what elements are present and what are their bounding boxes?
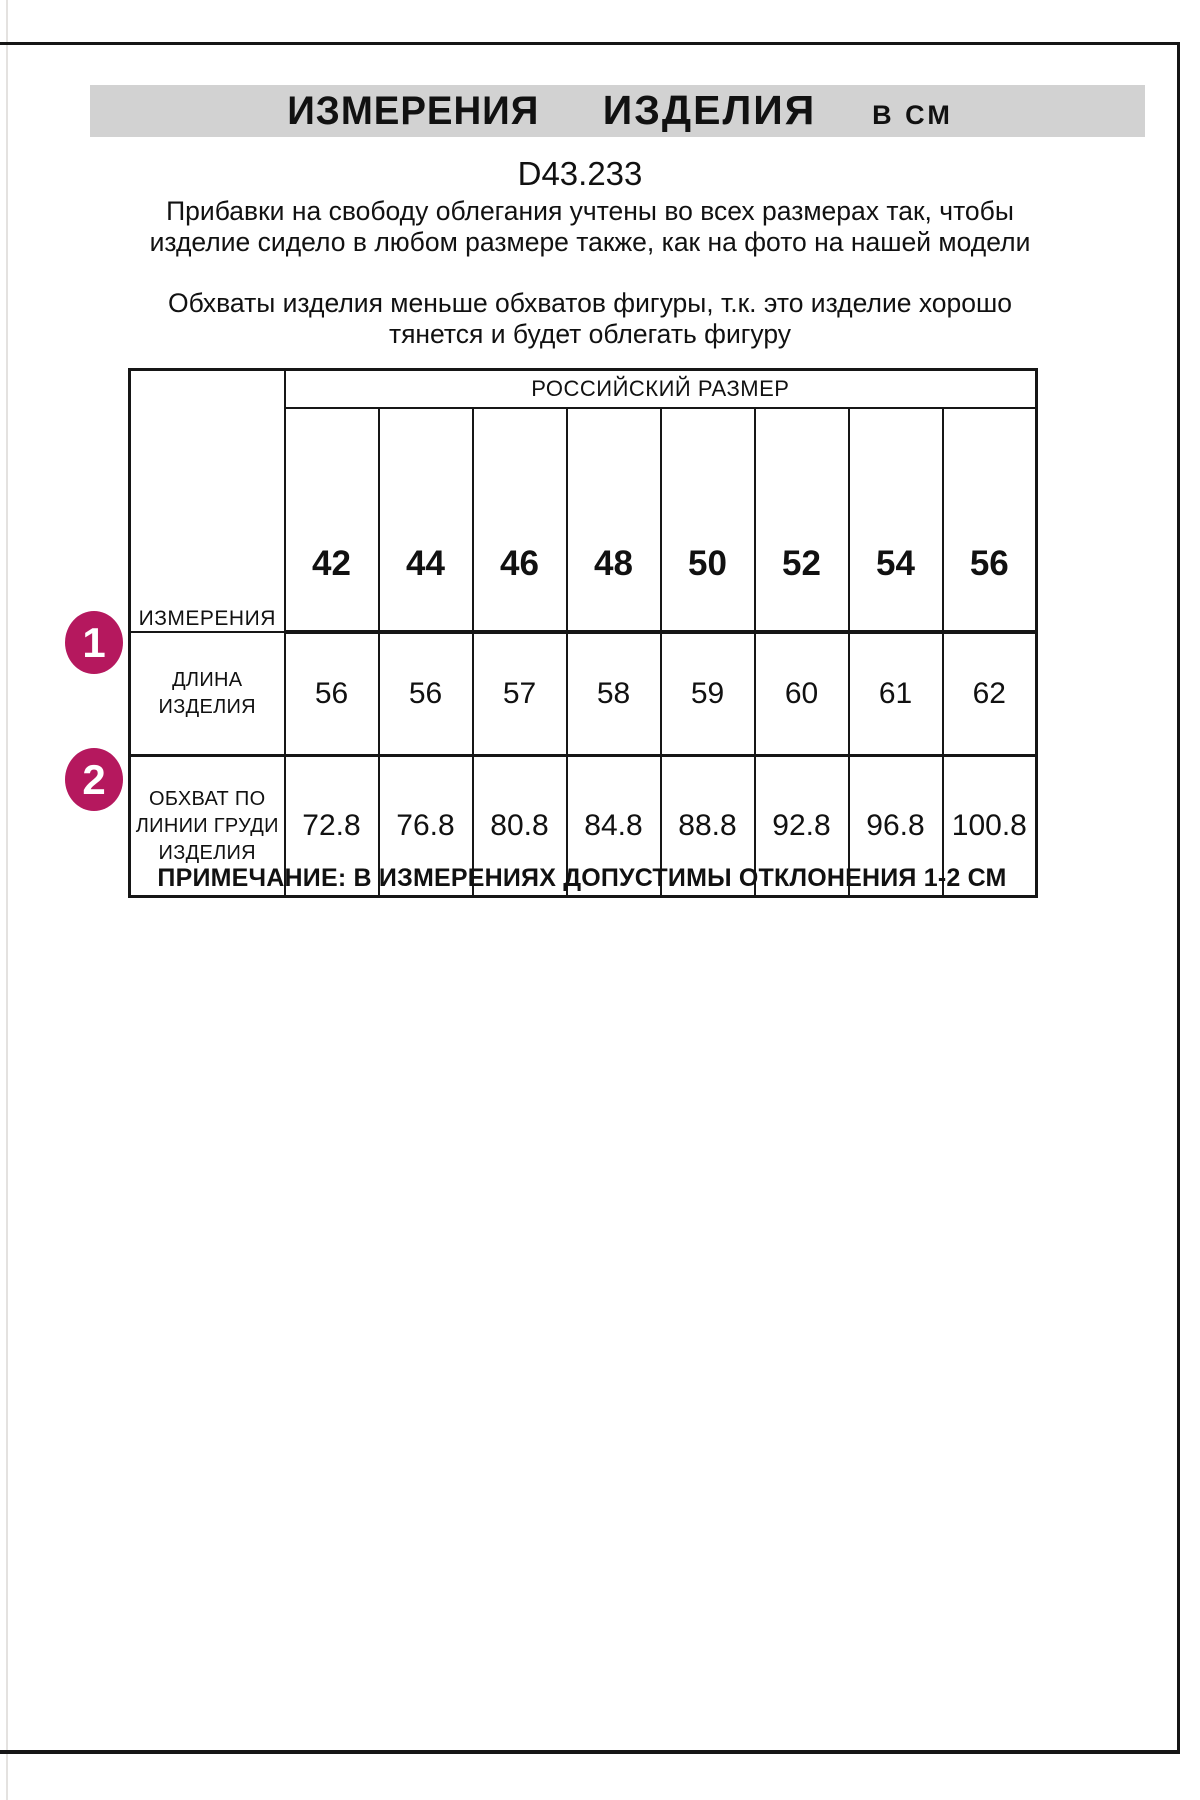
length-value-cell: 60 <box>755 632 849 756</box>
stretch-note-paragraph: Обхваты изделия меньше обхватов фигуры, т.к. это изделие хорошо тянется и будет облегать фигуру <box>167 288 1013 350</box>
chest-value-cell: 96.8 <box>849 756 943 897</box>
chest-value-cell: 76.8 <box>379 756 473 897</box>
row-number-badge-1: 1 <box>65 611 123 674</box>
chest-value-cell: 88.8 <box>661 756 755 897</box>
tolerance-note: ПРИМЕЧАНИЕ: В ИЗМЕРЕНИЯХ ДОПУСТИМЫ ОТКЛОНЕНИЯ 1-2 СМ <box>157 864 1007 892</box>
title-bar <box>90 85 1145 137</box>
length-value-cell: 56 <box>285 632 379 756</box>
chest-value-cell: 72.8 <box>285 756 379 897</box>
chest-value-cell: 80.8 <box>473 756 567 897</box>
title-measurements-word: ИЗМЕРЕНИЯ <box>287 89 540 133</box>
title-product-word: ИЗДЕЛИЯ <box>602 87 817 133</box>
fit-note-paragraph: Прибавки на свободу облегания учтены во всех размерах так, чтобы изделие сидело в любом размере также, как на фото на нашей модели <box>149 196 1031 258</box>
size-header-cell: 54 <box>849 408 943 632</box>
title-units-label: В СМ <box>872 100 953 130</box>
chest-value-cell: 92.8 <box>755 756 849 897</box>
length-value-cell: 56 <box>379 632 473 756</box>
length-value-cell: 58 <box>567 632 661 756</box>
row-number-badge-2: 2 <box>65 748 123 811</box>
row-label-chest: ОБХВАТ ПО ЛИНИИ ГРУДИ ИЗДЕЛИЯ <box>130 756 285 897</box>
length-value-cell: 57 <box>473 632 567 756</box>
size-header-cell: 44 <box>379 408 473 632</box>
length-value-cell: 59 <box>661 632 755 756</box>
russian-size-group-header: РОССИЙСКИЙ РАЗМЕР <box>285 370 1037 409</box>
chest-value-cell: 84.8 <box>567 756 661 897</box>
size-header-cell: 52 <box>755 408 849 632</box>
length-value-cell: 61 <box>849 632 943 756</box>
size-measurements-table <box>128 368 1038 898</box>
table-row-length <box>130 632 1037 756</box>
chest-value-cell: 100.8 <box>943 756 1037 897</box>
size-header-cell: 42 <box>285 408 379 632</box>
measurements-column-header: ИЗМЕРЕНИЯ <box>130 370 285 633</box>
size-header-cell: 50 <box>661 408 755 632</box>
length-value-cell: 62 <box>943 632 1037 756</box>
row-label-length: ДЛИНА ИЗДЕЛИЯ <box>130 632 285 756</box>
size-header-cell: 48 <box>567 408 661 632</box>
size-header-cell: 56 <box>943 408 1037 632</box>
size-header-cell: 46 <box>473 408 567 632</box>
product-code: D43.233 <box>517 155 643 192</box>
